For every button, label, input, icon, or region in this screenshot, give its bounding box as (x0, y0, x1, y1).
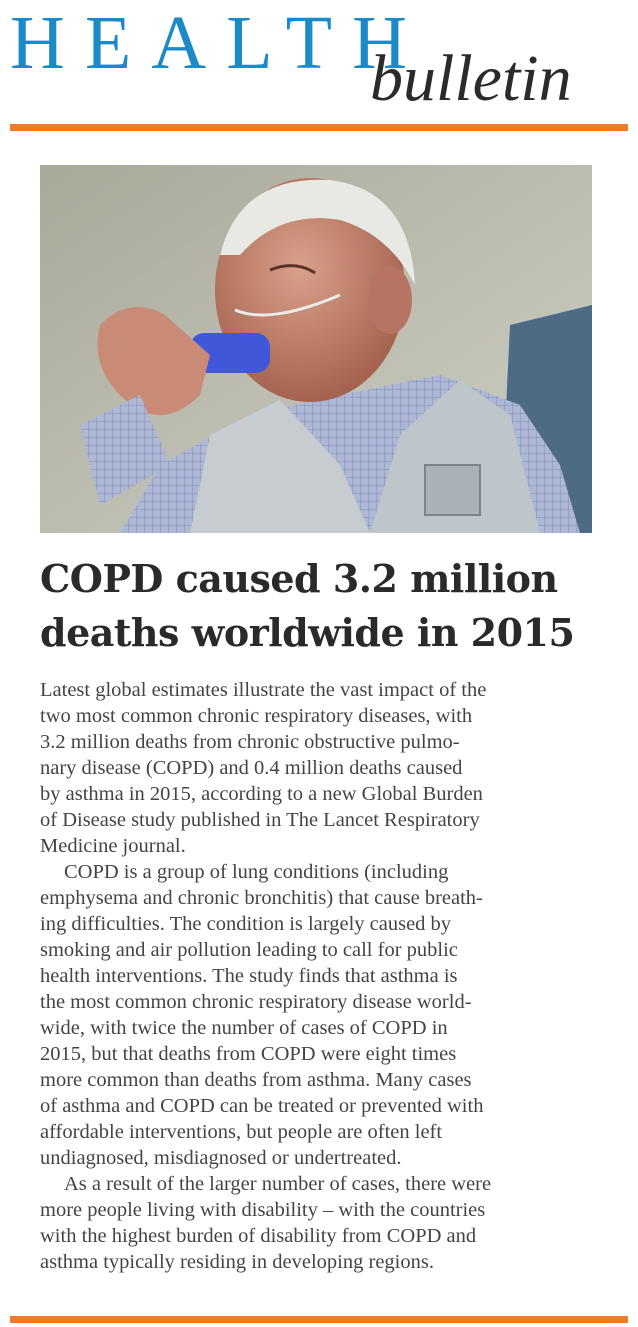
body-line: 3.2 million deaths from chronic obstructive pulmo- (40, 731, 460, 753)
bottom-divider (10, 1316, 628, 1323)
body-line: the most common chronic respiratory disease world- (40, 991, 472, 1013)
masthead-title: HEALTH (10, 1, 427, 85)
body-line: affordable interventions, but people are often left (40, 1121, 443, 1143)
body-line: As a result of the larger number of cases, there were (64, 1173, 492, 1195)
masthead-subtitle: bulletin (370, 42, 572, 115)
body-line: more common than deaths from asthma. Many cases (40, 1069, 472, 1091)
body-line: wide, with twice the number of cases of COPD in (40, 1017, 448, 1039)
body-line: emphysema and chronic bronchitis) that cause breath- (40, 887, 483, 909)
body-line: Medicine journal. (40, 835, 186, 857)
body-line: nary disease (COPD) and 0.4 million deaths caused (40, 757, 463, 779)
masthead (0, 0, 638, 130)
body-line: with the highest burden of disability from COPD and (40, 1225, 477, 1247)
body-line: by asthma in 2015, according to a new Global Burden (40, 783, 483, 805)
photo-illustration (40, 165, 592, 533)
body-line: asthma typically residing in developing regions. (40, 1251, 434, 1273)
body-line: Latest global estimates illustrate the vast impact of the (40, 679, 487, 701)
body-line: health interventions. The study finds that asthma is (40, 965, 458, 987)
body-line: of Disease study published in The Lancet Respiratory (40, 809, 480, 831)
body-line: 2015, but that deaths from COPD were eight times (40, 1043, 457, 1065)
body-line: more people living with disability – with the countries (40, 1199, 486, 1221)
article-body (40, 677, 595, 1275)
body-line: undiagnosed, misdiagnosed or undertreated. (40, 1147, 402, 1169)
headline-line-1: COPD caused 3.2 million (40, 556, 558, 601)
body-line: ing difficulties. The condition is largely caused by (40, 913, 452, 935)
headline (40, 552, 620, 660)
article-photo (40, 165, 592, 533)
body-line: COPD is a group of lung conditions (including (64, 861, 449, 883)
body-line: two most common chronic respiratory diseases, with (40, 705, 473, 727)
body-line: of asthma and COPD can be treated or prevented with (40, 1095, 484, 1117)
top-divider (10, 124, 628, 131)
body-line: smoking and air pollution leading to call for public (40, 939, 458, 961)
headline-line-2: deaths worldwide in 2015 (40, 610, 575, 655)
